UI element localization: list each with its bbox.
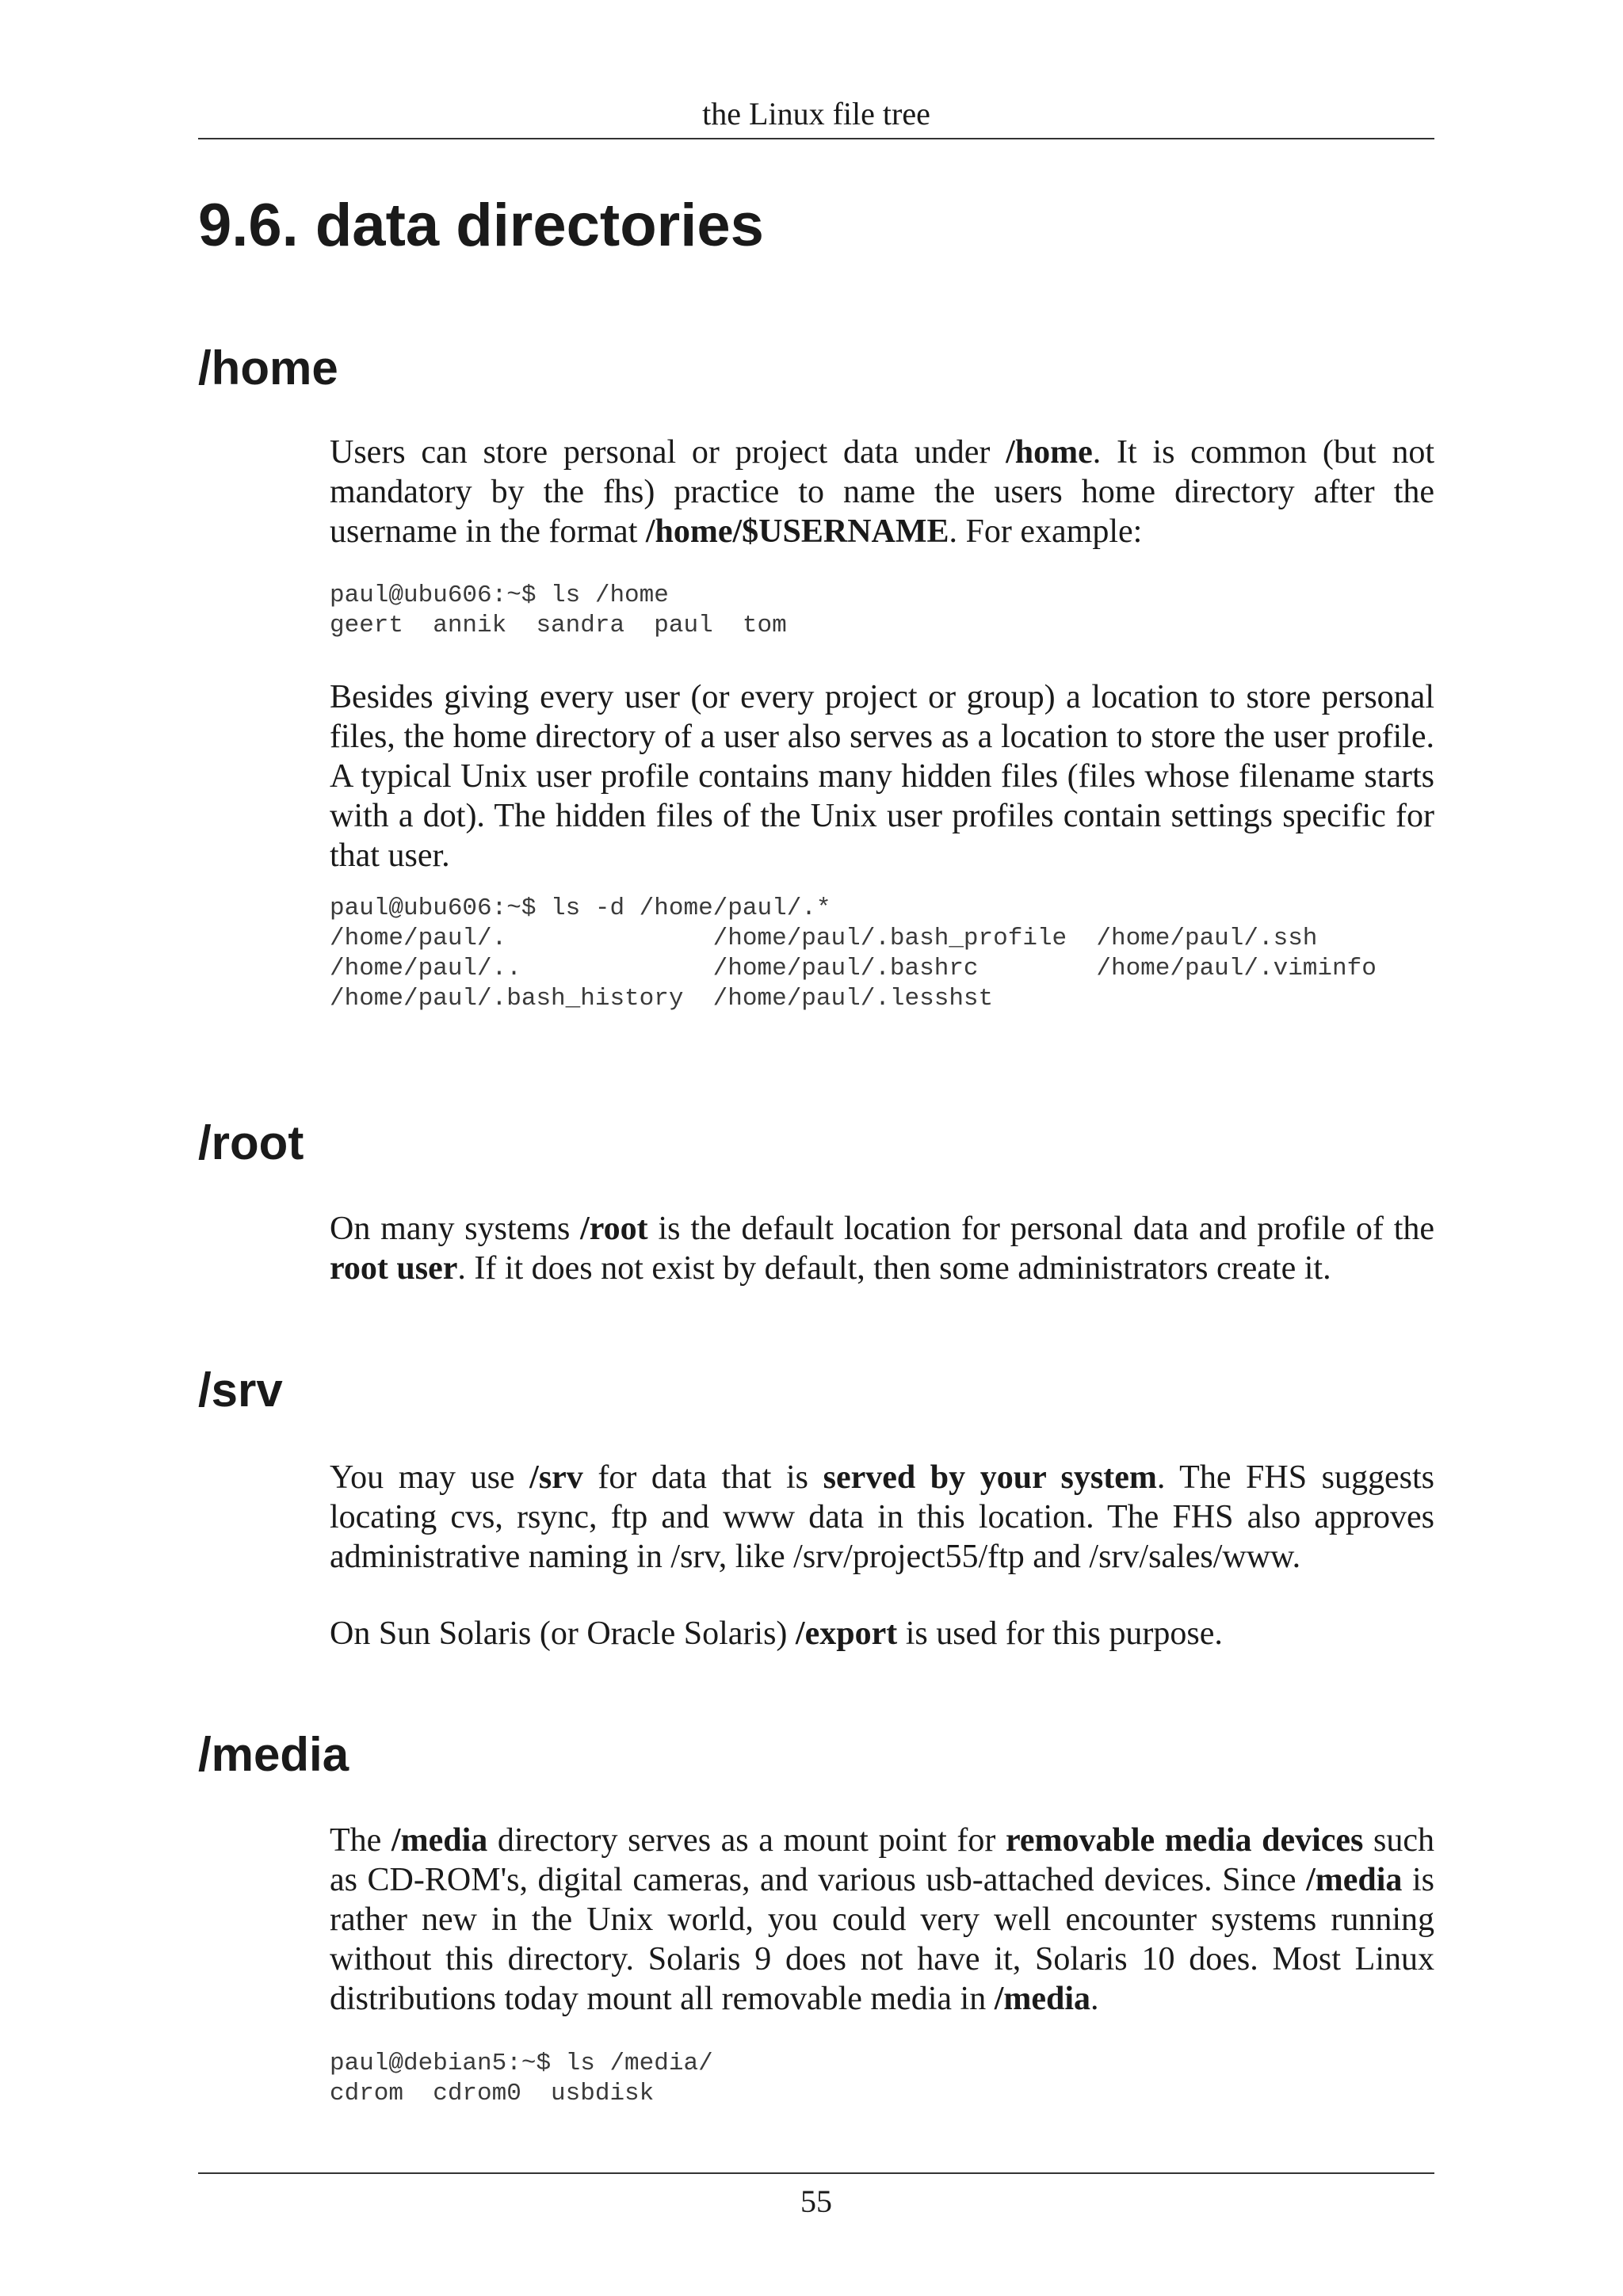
srv-paragraph-1: You may use /srv for data that is served by your system. The FHS suggests locating cvs, rsync, ftp and www data in this location. The FHS also approves administrative naming in /srv, like /srv/project55/ftp and /srv/sales/www. [330,1459,1434,1575]
home-code-ls-hidden: paul@ubu606:~$ ls -d /home/paul/.* /home/paul/. /home/paul/.bash_profile /home/paul/.ssh /home/paul/.. /home/paul/.bashrc /home/paul/.viminfo /home/paul/.bash_history /home/paul/.lesshst [330,894,1377,1013]
root-paragraph: On many systems /root is the default location for personal data and profile of the root user. If it does not exist by default, then some administrators create it. [330,1211,1435,1287]
running-head: the Linux file tree [702,96,930,132]
media-paragraph: The /media directory serves as a mount point for removable media devices such as CD-ROM's, digital cameras, and various usb-attached devices. Since /media is rather new in the Unix world, you could very well encounter systems running without this directory. Solaris 9 does not have it, Solaris 10 does. Most Linux distributions today mount all removable media in /media. [330,1822,1434,2017]
heading-home: /home [198,341,338,395]
srv-paragraph-2: On Sun Solaris (or Oracle Solaris) /export is used for this purpose. [330,1615,1223,1652]
home-paragraph-1: Users can store personal or project data under /home. It is common (but not mandatory by the fhs) practice to name the users home directory after the username in the format /home/$USERNAME. For example: [330,434,1435,550]
page-number: 55 [800,2183,832,2219]
media-code-ls: paul@debian5:~$ ls /media/ cdrom cdrom0 usbdisk [330,2050,713,2107]
header-rule [198,138,1434,139]
home-paragraph-2: Besides giving every user (or every project or group) a location to store personal files, the home directory of a user also serves as a location to store the user profile. A typical Unix user profile contains many hidden files (files whose filename starts with a dot). The hidden files of the Unix user profiles contain settings specific for that user. [330,679,1434,874]
heading-srv: /srv [198,1363,283,1417]
heading-root: /root [198,1116,304,1169]
heading-media: /media [198,1728,349,1781]
home-code-ls: paul@ubu606:~$ ls /home geert annik sandra paul tom [330,582,787,639]
footer-rule [198,2172,1434,2174]
section-title: 9.6. data directories [198,192,764,259]
